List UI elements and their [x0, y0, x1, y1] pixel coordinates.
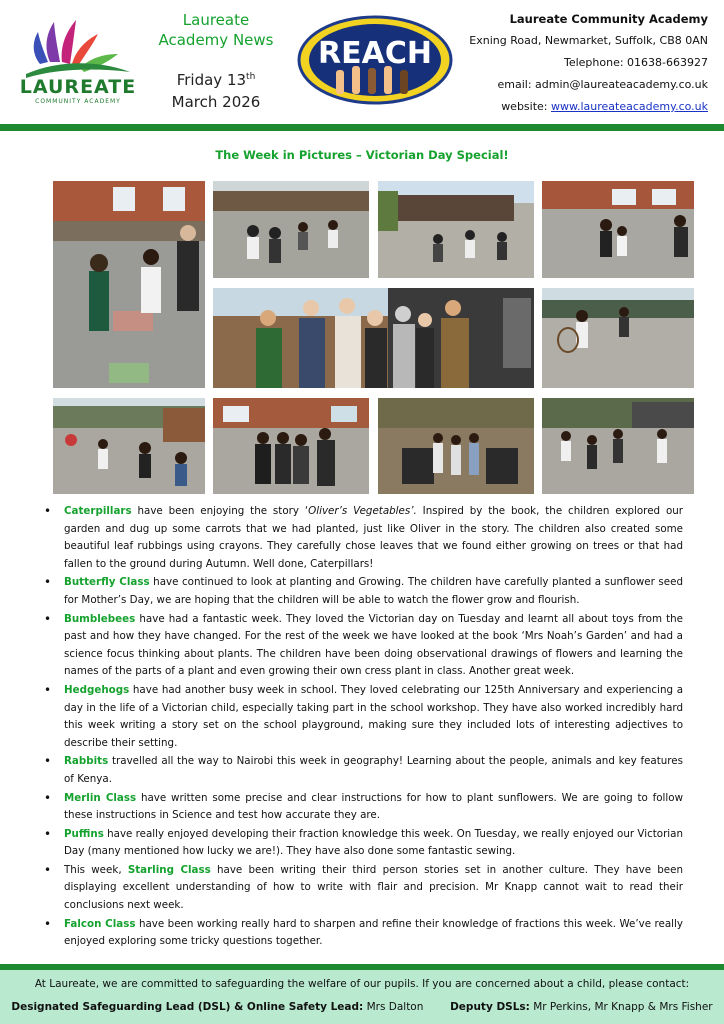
newsletter-title-line2: Academy News — [158, 31, 274, 49]
header-divider — [0, 124, 724, 131]
class-name: Falcon Class — [64, 917, 136, 930]
class-name: Starling Class — [127, 863, 211, 876]
deputy-dsl-label: Deputy DSLs: — [450, 1001, 530, 1013]
website-label: website: — [501, 100, 552, 113]
news-item-merlin-class: • Merlin Class have written some precise and clear instructions for how to plant sunflowers. We are going to follow these instructions in Science and test how accurate they are. — [40, 790, 683, 825]
logo-subtitle: COMMUNITY ACADEMY — [35, 98, 121, 105]
school-email: email: admin@laureateacademy.co.uk — [497, 78, 708, 91]
photo-school-yard — [542, 181, 694, 278]
date-day: Friday 13 — [176, 71, 247, 89]
class-news-list — [40, 503, 683, 952]
newsletter-title — [158, 10, 274, 50]
news-item-hedgehogs: • Hedgehogs have had another busy week in school. They loved celebrating our 125th Anniversary and experiencing a day in the life of a Victorian child, especially taking part in the school workshop. They have also worked incredibly hard this week writing a story set on the school playground, making sure they included lots of interesting adjectives to describe their setting. — [40, 682, 683, 752]
photo-garden-play — [53, 398, 205, 494]
news-item-puffins: • Puffins have really enjoyed developing their fraction knowledge this week. On Tuesday, we really enjoyed our Victorian Day (many mentioned how lucky we are!). They have also done some fantastic sewing. — [40, 826, 683, 861]
class-name: Rabbits — [64, 755, 109, 768]
photo-courtyard-play — [378, 181, 534, 278]
news-item-starling-class: • This week, Starling Class have been writing their third person stories set in another culture. They have been displaying excellent understanding of how to write with flair and precision. Mr Knapp cannot wait to read their conclusions next week. — [40, 862, 683, 915]
class-name: Bumblebees — [64, 612, 136, 625]
date-month-year: March 2026 — [171, 93, 261, 111]
newsletter-date — [158, 66, 274, 113]
photo-hoop-rolling — [542, 288, 694, 388]
photo-playground-skipping — [542, 398, 694, 494]
photo-playground-games — [213, 181, 369, 278]
reach-logo — [296, 14, 454, 106]
reach-logo-text: REACH — [318, 36, 432, 71]
news-item-caterpillars: • Caterpillars have been enjoying the story ‘Oliver’s Vegetables’. Inspired by the book, the children explored our garden and dug up some carrots that we had planted, just like Oliver in the story. The children also created some beautiful leaf rubbings using crayons. They carefully chose leaves that we found either growing on trees or that had fallen to the ground during Autumn. Well done, Caterpillars! — [40, 503, 683, 573]
deputy-dsl-names: Mr Perkins, Mr Knapp & Mrs Fisher — [529, 1001, 713, 1013]
class-name: Puffins — [64, 827, 104, 840]
dsl-name: Mrs Dalton — [363, 1001, 424, 1013]
school-name: Laureate Community Academy — [509, 12, 708, 26]
news-item-bumblebees: • Bumblebees have had a fantastic week. They loved the Victorian day on Tuesday and learnt all about toys from the past and how they have changed. For the rest of the week we have looked at the book ‘Mrs Noah’s Garden’ and had a science focus thinking about plants. The children have been doing observational drawings of flowers and learning the names of the parts of a plant and even growing their own cress plant in class. Another great week. — [40, 611, 683, 681]
class-name: Butterfly Class — [64, 576, 150, 589]
newsletter-title-line1: Laureate — [182, 11, 250, 29]
logo-wordmark: LAUREATE — [19, 76, 137, 98]
class-name: Merlin Class — [64, 791, 137, 804]
photo-planters — [378, 398, 534, 494]
school-telephone: Telephone: 01638-663927 — [563, 56, 708, 69]
website-link[interactable]: www.laureateacademy.co.uk — [551, 100, 708, 113]
dsl-label: Designated Safeguarding Lead (DSL) & Online Safety Lead: — [11, 1001, 364, 1013]
news-item-rabbits: • Rabbits travelled all the way to Nairobi this week in geography! Learning about the people, animals and key features of Kenya. — [40, 753, 683, 788]
safeguarding-statement: At Laureate, we are committed to safeguarding the welfare of our pupils. If you are concerned about a child, please contact: — [34, 978, 690, 990]
news-item-falcon-class: • Falcon Class have been working really hard to sharpen and refine their knowledge of fractions this week. We’ve really enjoyed exploring some tricky questions together. — [40, 916, 683, 951]
date-suffix: th — [246, 72, 256, 82]
news-item-butterfly-class: • Butterfly Class have continued to look at planting and Growing. The children have carefully planted a sunflower seed for Mother’s Day, we are hoping that the children will be able to watch the flower grow and flourish. — [40, 574, 683, 609]
section-title: The Week in Pictures – Victorian Day Special! — [215, 148, 509, 162]
school-website — [448, 96, 708, 118]
class-name: Caterpillars — [64, 505, 132, 517]
photo-victorian-costumes-group — [213, 288, 534, 388]
school-address: Exning Road, Newmarket, Suffolk, CB8 0AN — [469, 34, 708, 47]
safeguarding-contacts — [0, 1001, 724, 1013]
photo-victorian-girls — [213, 398, 369, 494]
school-contact-block — [448, 8, 708, 118]
class-name: Hedgehogs — [64, 683, 130, 696]
book-title: Oliver’s Vegetables’. — [308, 505, 417, 517]
photo-playground-hopscotch — [53, 181, 205, 388]
